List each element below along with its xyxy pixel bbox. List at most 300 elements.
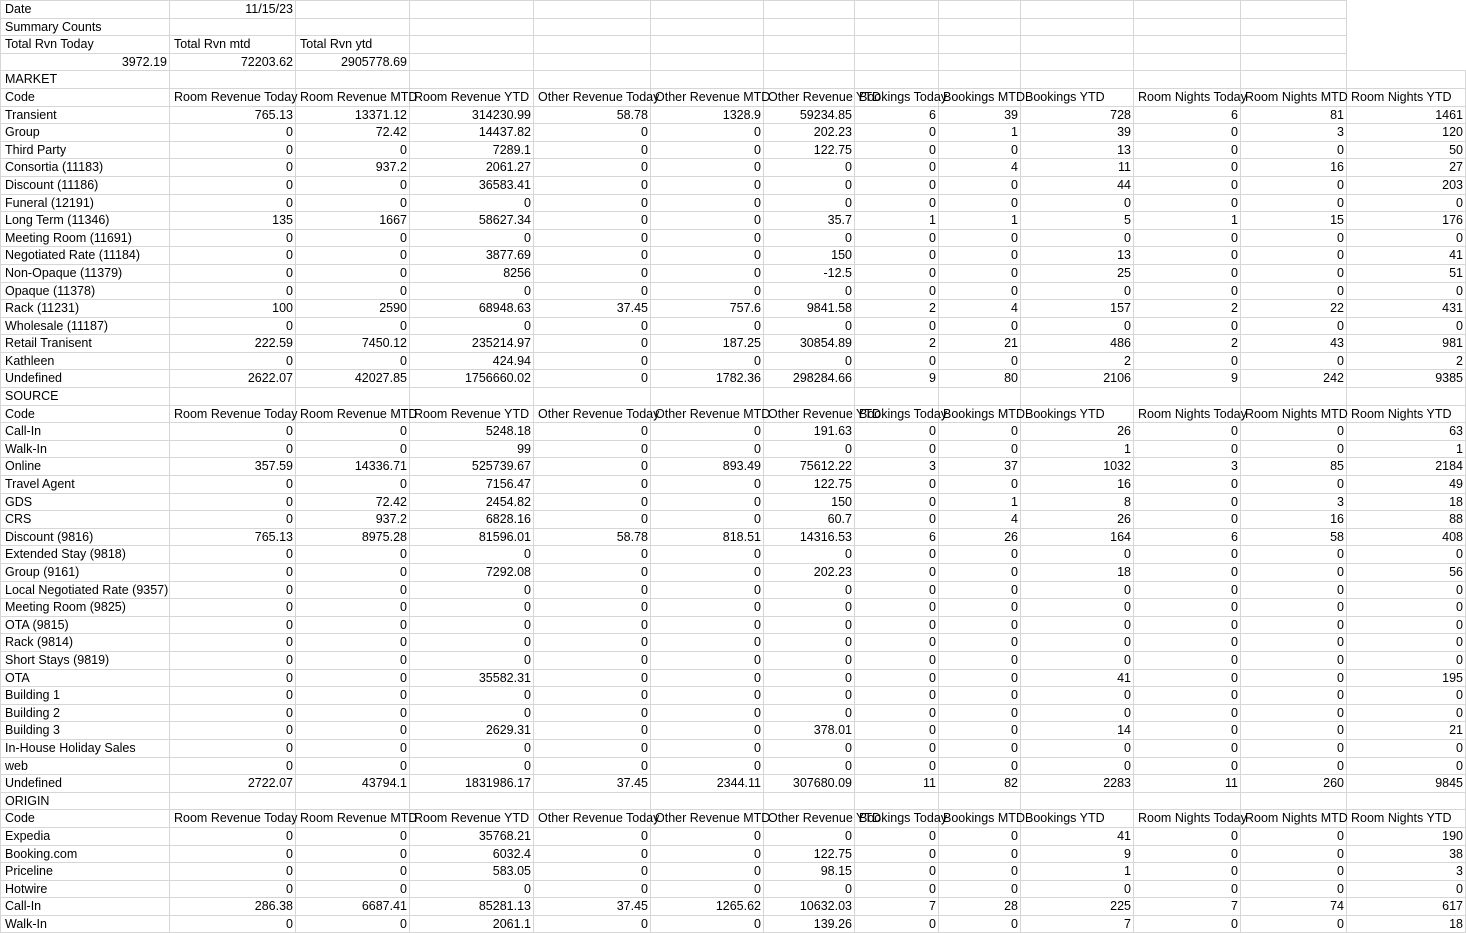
- summary-value-cell[interactable]: 2905778.69: [296, 53, 410, 71]
- row-code-cell[interactable]: Third Party: [1, 141, 170, 159]
- data-cell[interactable]: 0: [1241, 757, 1347, 775]
- data-cell[interactable]: 0: [534, 264, 651, 282]
- data-cell[interactable]: 525739.67: [410, 458, 534, 476]
- empty-cell[interactable]: [410, 36, 534, 54]
- data-cell[interactable]: 0: [855, 634, 939, 652]
- column-header-cell[interactable]: Bookings MTD: [939, 810, 1021, 828]
- row-code-cell[interactable]: Local Negotiated Rate (9357): [1, 581, 170, 599]
- row-code-cell[interactable]: Funeral (12191): [1, 194, 170, 212]
- data-cell[interactable]: 0: [534, 141, 651, 159]
- data-cell[interactable]: 0: [855, 704, 939, 722]
- data-cell[interactable]: 0: [410, 599, 534, 617]
- data-cell[interactable]: 0: [170, 352, 296, 370]
- data-cell[interactable]: 0: [855, 651, 939, 669]
- summary-label-cell[interactable]: Total Rvn ytd: [296, 36, 410, 54]
- data-cell[interactable]: 424.94: [410, 352, 534, 370]
- data-cell[interactable]: 0: [651, 599, 764, 617]
- data-cell[interactable]: 7450.12: [296, 335, 410, 353]
- data-cell[interactable]: 0: [939, 194, 1021, 212]
- data-cell[interactable]: 18: [1347, 915, 1466, 933]
- data-cell[interactable]: 0: [1241, 704, 1347, 722]
- data-cell[interactable]: 0: [1241, 581, 1347, 599]
- data-cell[interactable]: 1265.62: [651, 898, 764, 916]
- data-cell[interactable]: 0: [170, 176, 296, 194]
- column-header-cell[interactable]: Room Revenue MTD: [296, 88, 410, 106]
- empty-cell[interactable]: [939, 18, 1021, 36]
- data-cell[interactable]: 13: [1021, 141, 1134, 159]
- data-cell[interactable]: 0: [651, 722, 764, 740]
- section-title-cell[interactable]: MARKET: [1, 71, 170, 89]
- data-cell[interactable]: 0: [939, 845, 1021, 863]
- data-cell[interactable]: 2283: [1021, 775, 1134, 793]
- row-code-cell[interactable]: Group: [1, 124, 170, 142]
- summary-value-cell[interactable]: 3972.19: [1, 53, 170, 71]
- row-code-cell[interactable]: Call-In: [1, 423, 170, 441]
- data-cell[interactable]: 0: [1134, 704, 1241, 722]
- data-cell[interactable]: 0: [651, 176, 764, 194]
- data-cell[interactable]: 0: [855, 282, 939, 300]
- data-cell[interactable]: 0: [170, 247, 296, 265]
- data-cell[interactable]: 0: [296, 141, 410, 159]
- data-cell[interactable]: 0: [534, 845, 651, 863]
- data-cell[interactable]: 39: [1021, 124, 1134, 142]
- data-cell[interactable]: 9: [855, 370, 939, 388]
- column-header-cell[interactable]: Room Nights MTD: [1241, 810, 1347, 828]
- data-cell[interactable]: 0: [170, 229, 296, 247]
- data-cell[interactable]: 0: [855, 616, 939, 634]
- data-cell[interactable]: 0: [534, 687, 651, 705]
- data-cell[interactable]: 37.45: [534, 898, 651, 916]
- column-header-cell[interactable]: Room Revenue YTD: [410, 405, 534, 423]
- data-cell[interactable]: 74: [1241, 898, 1347, 916]
- data-cell[interactable]: 0: [651, 634, 764, 652]
- data-cell[interactable]: 2344.11: [651, 775, 764, 793]
- empty-cell[interactable]: [534, 388, 651, 406]
- row-code-cell[interactable]: Non-Opaque (11379): [1, 264, 170, 282]
- column-header-cell[interactable]: Other Revenue YTD: [764, 88, 855, 106]
- column-header-cell[interactable]: Room Nights Today: [1134, 810, 1241, 828]
- empty-cell[interactable]: [410, 53, 534, 71]
- data-cell[interactable]: 0: [410, 757, 534, 775]
- data-cell[interactable]: 9845: [1347, 775, 1466, 793]
- data-cell[interactable]: 0: [170, 599, 296, 617]
- data-cell[interactable]: 0: [764, 651, 855, 669]
- data-cell[interactable]: 0: [1134, 915, 1241, 933]
- data-cell[interactable]: 50: [1347, 141, 1466, 159]
- data-cell[interactable]: 0: [410, 317, 534, 335]
- data-cell[interactable]: 0: [764, 669, 855, 687]
- empty-cell[interactable]: [855, 71, 939, 89]
- data-cell[interactable]: 0: [855, 352, 939, 370]
- data-cell[interactable]: 0: [764, 616, 855, 634]
- data-cell[interactable]: 0: [939, 687, 1021, 705]
- data-cell[interactable]: 0: [1134, 511, 1241, 529]
- data-cell[interactable]: 68948.63: [410, 300, 534, 318]
- data-cell[interactable]: 0: [534, 616, 651, 634]
- data-cell[interactable]: 41: [1021, 669, 1134, 687]
- data-cell[interactable]: 0: [764, 581, 855, 599]
- data-cell[interactable]: 818.51: [651, 528, 764, 546]
- empty-cell[interactable]: [764, 388, 855, 406]
- data-cell[interactable]: 0: [170, 282, 296, 300]
- data-cell[interactable]: 85281.13: [410, 898, 534, 916]
- data-cell[interactable]: 0: [939, 651, 1021, 669]
- data-cell[interactable]: 0: [170, 264, 296, 282]
- data-cell[interactable]: 0: [296, 194, 410, 212]
- column-header-cell[interactable]: Other Revenue Today: [534, 88, 651, 106]
- data-cell[interactable]: 1667: [296, 212, 410, 230]
- data-cell[interactable]: 51: [1347, 264, 1466, 282]
- empty-cell[interactable]: [410, 1, 534, 19]
- data-cell[interactable]: 0: [296, 264, 410, 282]
- data-cell[interactable]: 3: [1241, 124, 1347, 142]
- data-cell[interactable]: 6687.41: [296, 898, 410, 916]
- data-cell[interactable]: 0: [651, 739, 764, 757]
- data-cell[interactable]: 0: [764, 176, 855, 194]
- data-cell[interactable]: 1: [939, 124, 1021, 142]
- row-code-cell[interactable]: Transient: [1, 106, 170, 124]
- data-cell[interactable]: 0: [1021, 634, 1134, 652]
- data-cell[interactable]: 195: [1347, 669, 1466, 687]
- data-cell[interactable]: 0: [939, 282, 1021, 300]
- empty-cell[interactable]: [170, 792, 296, 810]
- column-header-cell[interactable]: Code: [1, 405, 170, 423]
- data-cell[interactable]: 59234.85: [764, 106, 855, 124]
- data-cell[interactable]: 176: [1347, 212, 1466, 230]
- data-cell[interactable]: 0: [939, 423, 1021, 441]
- data-cell[interactable]: 0: [1021, 282, 1134, 300]
- row-code-cell[interactable]: CRS: [1, 511, 170, 529]
- data-cell[interactable]: 0: [855, 581, 939, 599]
- data-cell[interactable]: 0: [1347, 317, 1466, 335]
- data-cell[interactable]: 0: [1347, 687, 1466, 705]
- section-title-cell[interactable]: SOURCE: [1, 388, 170, 406]
- data-cell[interactable]: 2184: [1347, 458, 1466, 476]
- data-cell[interactable]: 0: [1347, 194, 1466, 212]
- data-cell[interactable]: 0: [534, 915, 651, 933]
- data-cell[interactable]: 0: [1347, 651, 1466, 669]
- empty-cell[interactable]: [1241, 792, 1347, 810]
- data-cell[interactable]: 0: [1241, 264, 1347, 282]
- data-cell[interactable]: 58.78: [534, 106, 651, 124]
- data-cell[interactable]: 0: [764, 880, 855, 898]
- data-cell[interactable]: 0: [855, 827, 939, 845]
- data-cell[interactable]: 16: [1021, 476, 1134, 494]
- data-cell[interactable]: 0: [410, 282, 534, 300]
- empty-cell[interactable]: [1134, 53, 1241, 71]
- data-cell[interactable]: 0: [296, 704, 410, 722]
- data-cell[interactable]: 242: [1241, 370, 1347, 388]
- empty-cell[interactable]: [1134, 1, 1241, 19]
- data-cell[interactable]: 0: [855, 669, 939, 687]
- data-cell[interactable]: 0: [1134, 564, 1241, 582]
- data-cell[interactable]: 0: [1241, 616, 1347, 634]
- column-header-cell[interactable]: Other Revenue YTD: [764, 405, 855, 423]
- data-cell[interactable]: 150: [764, 493, 855, 511]
- data-cell[interactable]: 9385: [1347, 370, 1466, 388]
- empty-cell[interactable]: [534, 36, 651, 54]
- data-cell[interactable]: 0: [1347, 757, 1466, 775]
- data-cell[interactable]: 0: [651, 476, 764, 494]
- data-cell[interactable]: 0: [855, 687, 939, 705]
- data-cell[interactable]: 0: [939, 757, 1021, 775]
- data-cell[interactable]: 0: [764, 599, 855, 617]
- data-cell[interactable]: 16: [1241, 511, 1347, 529]
- data-cell[interactable]: 81: [1241, 106, 1347, 124]
- row-code-cell[interactable]: Building 1: [1, 687, 170, 705]
- data-cell[interactable]: 0: [1134, 616, 1241, 634]
- data-cell[interactable]: 617: [1347, 898, 1466, 916]
- data-cell[interactable]: 41: [1347, 247, 1466, 265]
- data-cell[interactable]: 0: [764, 704, 855, 722]
- data-cell[interactable]: 0: [764, 229, 855, 247]
- data-cell[interactable]: 0: [296, 599, 410, 617]
- data-cell[interactable]: 0: [1241, 194, 1347, 212]
- row-code-cell[interactable]: OTA (9815): [1, 616, 170, 634]
- data-cell[interactable]: 0: [534, 863, 651, 881]
- data-cell[interactable]: 3: [855, 458, 939, 476]
- data-cell[interactable]: 0: [939, 739, 1021, 757]
- data-cell[interactable]: 0: [170, 616, 296, 634]
- data-cell[interactable]: 0: [1134, 546, 1241, 564]
- data-cell[interactable]: 0: [651, 581, 764, 599]
- data-cell[interactable]: 13: [1021, 247, 1134, 265]
- data-cell[interactable]: 11: [855, 775, 939, 793]
- data-cell[interactable]: 0: [1241, 739, 1347, 757]
- data-cell[interactable]: 378.01: [764, 722, 855, 740]
- empty-cell[interactable]: [651, 792, 764, 810]
- data-cell[interactable]: 431: [1347, 300, 1466, 318]
- data-cell[interactable]: 35.7: [764, 212, 855, 230]
- empty-cell[interactable]: [939, 1, 1021, 19]
- data-cell[interactable]: 981: [1347, 335, 1466, 353]
- data-cell[interactable]: 0: [170, 704, 296, 722]
- data-cell[interactable]: 0: [534, 669, 651, 687]
- data-cell[interactable]: 0: [1021, 616, 1134, 634]
- column-header-cell[interactable]: Other Revenue MTD: [651, 88, 764, 106]
- data-cell[interactable]: 0: [1021, 229, 1134, 247]
- data-cell[interactable]: 0: [651, 651, 764, 669]
- data-cell[interactable]: 203: [1347, 176, 1466, 194]
- data-cell[interactable]: 0: [651, 229, 764, 247]
- empty-cell[interactable]: [1021, 388, 1134, 406]
- data-cell[interactable]: 0: [410, 739, 534, 757]
- data-cell[interactable]: 0: [939, 915, 1021, 933]
- data-cell[interactable]: 75612.22: [764, 458, 855, 476]
- data-cell[interactable]: 0: [1241, 722, 1347, 740]
- data-cell[interactable]: 0: [296, 564, 410, 582]
- data-cell[interactable]: 3: [1347, 863, 1466, 881]
- data-cell[interactable]: 0: [534, 493, 651, 511]
- data-cell[interactable]: 0: [651, 317, 764, 335]
- data-cell[interactable]: 11: [1134, 775, 1241, 793]
- row-code-cell[interactable]: Rack (11231): [1, 300, 170, 318]
- data-cell[interactable]: 0: [296, 176, 410, 194]
- data-cell[interactable]: 0: [1241, 141, 1347, 159]
- empty-cell[interactable]: [1021, 53, 1134, 71]
- data-cell[interactable]: 26: [1021, 511, 1134, 529]
- data-cell[interactable]: 9: [1021, 845, 1134, 863]
- empty-cell[interactable]: [939, 36, 1021, 54]
- data-cell[interactable]: 0: [534, 546, 651, 564]
- data-cell[interactable]: 0: [1241, 247, 1347, 265]
- data-cell[interactable]: 0: [1134, 687, 1241, 705]
- data-cell[interactable]: 0: [534, 651, 651, 669]
- data-cell[interactable]: 0: [939, 669, 1021, 687]
- data-cell[interactable]: 0: [296, 845, 410, 863]
- data-cell[interactable]: 0: [651, 159, 764, 177]
- data-cell[interactable]: 0: [410, 634, 534, 652]
- data-cell[interactable]: 0: [1241, 176, 1347, 194]
- data-cell[interactable]: 0: [410, 651, 534, 669]
- column-header-cell[interactable]: Bookings YTD: [1021, 88, 1134, 106]
- data-cell[interactable]: 7: [855, 898, 939, 916]
- data-cell[interactable]: 63: [1347, 423, 1466, 441]
- data-cell[interactable]: 1: [1347, 440, 1466, 458]
- data-cell[interactable]: 0: [1134, 634, 1241, 652]
- data-cell[interactable]: 0: [1241, 669, 1347, 687]
- column-header-cell[interactable]: Room Nights Today: [1134, 405, 1241, 423]
- data-cell[interactable]: 0: [1347, 634, 1466, 652]
- data-cell[interactable]: 9: [1134, 370, 1241, 388]
- data-cell[interactable]: 5: [1021, 212, 1134, 230]
- empty-cell[interactable]: [410, 71, 534, 89]
- empty-cell[interactable]: [534, 18, 651, 36]
- data-cell[interactable]: 0: [170, 511, 296, 529]
- data-cell[interactable]: 0: [1021, 651, 1134, 669]
- data-cell[interactable]: 11: [1021, 159, 1134, 177]
- data-cell[interactable]: 2: [1347, 352, 1466, 370]
- data-cell[interactable]: 0: [651, 845, 764, 863]
- data-cell[interactable]: 0: [651, 194, 764, 212]
- empty-cell[interactable]: [939, 388, 1021, 406]
- data-cell[interactable]: 37.45: [534, 775, 651, 793]
- data-cell[interactable]: 0: [170, 581, 296, 599]
- column-header-cell[interactable]: Other Revenue MTD: [651, 810, 764, 828]
- row-code-cell[interactable]: In-House Holiday Sales: [1, 739, 170, 757]
- data-cell[interactable]: 0: [651, 616, 764, 634]
- data-cell[interactable]: 0: [534, 599, 651, 617]
- data-cell[interactable]: 2629.31: [410, 722, 534, 740]
- empty-cell[interactable]: [1241, 53, 1347, 71]
- empty-cell[interactable]: [170, 18, 296, 36]
- data-cell[interactable]: 0: [170, 440, 296, 458]
- data-cell[interactable]: 0: [939, 827, 1021, 845]
- date-value-cell[interactable]: 11/15/23: [170, 1, 296, 19]
- data-cell[interactable]: 0: [855, 880, 939, 898]
- data-cell[interactable]: 0: [1134, 352, 1241, 370]
- data-cell[interactable]: 0: [170, 423, 296, 441]
- data-cell[interactable]: 0: [855, 176, 939, 194]
- data-cell[interactable]: 0: [1347, 282, 1466, 300]
- data-cell[interactable]: 41: [1021, 827, 1134, 845]
- data-cell[interactable]: 757.6: [651, 300, 764, 318]
- data-cell[interactable]: 42027.85: [296, 370, 410, 388]
- data-cell[interactable]: 0: [651, 440, 764, 458]
- column-header-cell[interactable]: Other Revenue YTD: [764, 810, 855, 828]
- data-cell[interactable]: 0: [410, 229, 534, 247]
- empty-cell[interactable]: [1347, 388, 1466, 406]
- data-cell[interactable]: 0: [1134, 141, 1241, 159]
- data-cell[interactable]: 307680.09: [764, 775, 855, 793]
- empty-cell[interactable]: [1134, 388, 1241, 406]
- column-header-cell[interactable]: Bookings Today: [855, 405, 939, 423]
- data-cell[interactable]: 190: [1347, 827, 1466, 845]
- data-cell[interactable]: 1782.36: [651, 370, 764, 388]
- empty-cell[interactable]: [855, 18, 939, 36]
- data-cell[interactable]: 43794.1: [296, 775, 410, 793]
- empty-cell[interactable]: [651, 1, 764, 19]
- data-cell[interactable]: 164: [1021, 528, 1134, 546]
- data-cell[interactable]: 14: [1021, 722, 1134, 740]
- data-cell[interactable]: 0: [855, 229, 939, 247]
- empty-cell[interactable]: [296, 1, 410, 19]
- empty-cell[interactable]: [1021, 18, 1134, 36]
- empty-cell[interactable]: [170, 388, 296, 406]
- data-cell[interactable]: 0: [170, 546, 296, 564]
- row-code-cell[interactable]: Discount (11186): [1, 176, 170, 194]
- data-cell[interactable]: 0: [1241, 546, 1347, 564]
- data-cell[interactable]: 0: [1241, 863, 1347, 881]
- data-cell[interactable]: 0: [296, 687, 410, 705]
- column-header-cell[interactable]: Bookings MTD: [939, 88, 1021, 106]
- data-cell[interactable]: 15: [1241, 212, 1347, 230]
- data-cell[interactable]: 0: [1241, 352, 1347, 370]
- row-code-cell[interactable]: Booking.com: [1, 845, 170, 863]
- data-cell[interactable]: 1461: [1347, 106, 1466, 124]
- empty-cell[interactable]: [1241, 71, 1347, 89]
- empty-cell[interactable]: [296, 792, 410, 810]
- data-cell[interactable]: 150: [764, 247, 855, 265]
- data-cell[interactable]: 0: [410, 581, 534, 599]
- data-cell[interactable]: 30854.89: [764, 335, 855, 353]
- data-cell[interactable]: 0: [534, 476, 651, 494]
- data-cell[interactable]: 0: [170, 739, 296, 757]
- column-header-cell[interactable]: Room Revenue Today: [170, 88, 296, 106]
- data-cell[interactable]: 37: [939, 458, 1021, 476]
- data-cell[interactable]: 0: [651, 880, 764, 898]
- data-cell[interactable]: 2106: [1021, 370, 1134, 388]
- data-cell[interactable]: 0: [651, 863, 764, 881]
- data-cell[interactable]: 0: [939, 176, 1021, 194]
- empty-cell[interactable]: [651, 388, 764, 406]
- data-cell[interactable]: 0: [939, 141, 1021, 159]
- data-cell[interactable]: 26: [1021, 423, 1134, 441]
- data-cell[interactable]: 0: [534, 634, 651, 652]
- data-cell[interactable]: 0: [296, 317, 410, 335]
- data-cell[interactable]: 0: [170, 915, 296, 933]
- row-code-cell[interactable]: Rack (9814): [1, 634, 170, 652]
- data-cell[interactable]: 0: [1134, 651, 1241, 669]
- data-cell[interactable]: 0: [855, 159, 939, 177]
- data-cell[interactable]: 0: [1021, 704, 1134, 722]
- data-cell[interactable]: 0: [1241, 564, 1347, 582]
- data-cell[interactable]: 0: [939, 247, 1021, 265]
- column-header-cell[interactable]: Room Revenue Today: [170, 405, 296, 423]
- data-cell[interactable]: 2061.1: [410, 915, 534, 933]
- data-cell[interactable]: 0: [1134, 264, 1241, 282]
- data-cell[interactable]: 0: [651, 669, 764, 687]
- data-cell[interactable]: 0: [855, 845, 939, 863]
- data-cell[interactable]: 0: [534, 722, 651, 740]
- data-cell[interactable]: 0: [939, 476, 1021, 494]
- row-code-cell[interactable]: Undefined: [1, 775, 170, 793]
- data-cell[interactable]: 0: [534, 176, 651, 194]
- data-cell[interactable]: 44: [1021, 176, 1134, 194]
- data-cell[interactable]: 122.75: [764, 845, 855, 863]
- data-cell[interactable]: 0: [534, 581, 651, 599]
- data-cell[interactable]: 58627.34: [410, 212, 534, 230]
